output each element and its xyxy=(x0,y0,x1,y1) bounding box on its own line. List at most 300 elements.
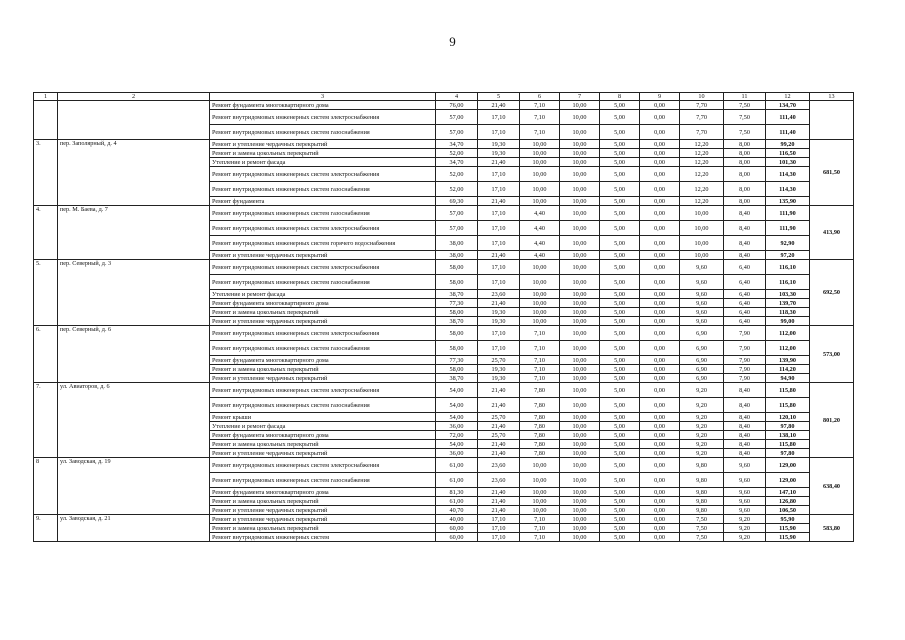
work-type-cell: Ремонт и утепление чердачных перекрытий xyxy=(210,317,436,326)
value-cell-c11: 8,40 xyxy=(724,251,766,260)
value-cell-c8: 5,00 xyxy=(600,365,640,374)
value-cell-c8: 5,00 xyxy=(600,182,640,197)
value-cell-c11: 8,40 xyxy=(724,431,766,440)
value-cell-c10: 9,60 xyxy=(680,299,724,308)
value-cell-c12: 115,80 xyxy=(766,440,810,449)
value-cell-c5: 19,30 xyxy=(478,317,520,326)
value-cell-c12: 115,90 xyxy=(766,524,810,533)
value-cell-c7: 10,00 xyxy=(560,422,600,431)
value-cell-c10: 6,90 xyxy=(680,326,724,341)
column-number: 1 xyxy=(34,93,58,101)
value-cell-c8: 5,00 xyxy=(600,206,640,221)
value-cell-c10: 9,20 xyxy=(680,449,724,458)
value-cell-c6: 10,00 xyxy=(520,458,560,473)
work-type-cell: Ремонт фундамента многоквартирного дома xyxy=(210,488,436,497)
value-cell-c5: 19,30 xyxy=(478,374,520,383)
value-cell-c12: 99,20 xyxy=(766,140,810,149)
value-cell-c4: 38,00 xyxy=(436,251,478,260)
value-cell-c8: 5,00 xyxy=(600,488,640,497)
work-type-cell: Ремонт и замена цокольных перекрытий xyxy=(210,440,436,449)
value-cell-c4: 58,00 xyxy=(436,308,478,317)
address-cell: ул. Авиаторов, д. 6 xyxy=(58,383,210,458)
value-cell-c8: 5,00 xyxy=(600,533,640,542)
value-cell-c10: 12,20 xyxy=(680,167,724,182)
value-cell-c7: 10,00 xyxy=(560,524,600,533)
value-cell-c11: 9,60 xyxy=(724,488,766,497)
value-cell-c7: 10,00 xyxy=(560,125,600,140)
value-cell-c12: 111,40 xyxy=(766,110,810,125)
value-cell-c7: 10,00 xyxy=(560,149,600,158)
value-cell-c9: 0,00 xyxy=(640,197,680,206)
value-cell-c10: 9,80 xyxy=(680,458,724,473)
value-cell-c8: 5,00 xyxy=(600,140,640,149)
value-cell-c6: 7,10 xyxy=(520,515,560,524)
table-row xyxy=(34,101,854,110)
value-cell-c11: 9,60 xyxy=(724,506,766,515)
value-cell-c7: 10,00 xyxy=(560,206,600,221)
value-cell-c12: 97,20 xyxy=(766,251,810,260)
value-cell-c8: 5,00 xyxy=(600,440,640,449)
value-cell-c6: 10,00 xyxy=(520,308,560,317)
value-cell-c8: 5,00 xyxy=(600,167,640,182)
table-row xyxy=(34,458,854,473)
value-cell-c12: 147,10 xyxy=(766,488,810,497)
value-cell-c11: 6,40 xyxy=(724,260,766,275)
value-cell-c8: 5,00 xyxy=(600,413,640,422)
value-cell-c4: 76,00 xyxy=(436,101,478,110)
table-row xyxy=(34,260,854,275)
value-cell-c4: 36,00 xyxy=(436,449,478,458)
value-cell-c12: 94,90 xyxy=(766,374,810,383)
work-type-cell: Ремонт крыши xyxy=(210,413,436,422)
value-cell-c12: 134,70 xyxy=(766,101,810,110)
value-cell-c7: 10,00 xyxy=(560,101,600,110)
value-cell-c11: 9,60 xyxy=(724,458,766,473)
value-cell-c10: 12,20 xyxy=(680,149,724,158)
value-cell-c10: 12,20 xyxy=(680,197,724,206)
value-cell-c12: 116,10 xyxy=(766,260,810,275)
work-type-cell: Ремонт и утепление чердачных перекрытий xyxy=(210,506,436,515)
value-cell-c12: 115,80 xyxy=(766,398,810,413)
value-cell-c5: 17,10 xyxy=(478,236,520,251)
value-cell-c10: 9,20 xyxy=(680,422,724,431)
value-cell-c4: 61,00 xyxy=(436,473,478,488)
value-cell-c10: 9,60 xyxy=(680,260,724,275)
address-total-cell: 801,20 xyxy=(810,383,854,458)
value-cell-c8: 5,00 xyxy=(600,110,640,125)
value-cell-c7: 10,00 xyxy=(560,458,600,473)
value-cell-c11: 8,40 xyxy=(724,413,766,422)
row-index: 3. xyxy=(34,140,58,206)
address-total-cell: 681,50 xyxy=(810,140,854,206)
value-cell-c7: 10,00 xyxy=(560,431,600,440)
column-number: 6 xyxy=(520,93,560,101)
value-cell-c7: 10,00 xyxy=(560,182,600,197)
value-cell-c7: 10,00 xyxy=(560,449,600,458)
value-cell-c4: 38,70 xyxy=(436,374,478,383)
value-cell-c7: 10,00 xyxy=(560,110,600,125)
value-cell-c5: 17,10 xyxy=(478,125,520,140)
repair-schedule-table xyxy=(33,92,854,542)
value-cell-c5: 17,10 xyxy=(478,524,520,533)
value-cell-c10: 10,00 xyxy=(680,236,724,251)
work-type-cell: Утепление и ремонт фасада xyxy=(210,158,436,167)
value-cell-c7: 10,00 xyxy=(560,326,600,341)
work-type-cell: Ремонт и утепление чердачных перекрытий xyxy=(210,515,436,524)
value-cell-c10: 9,80 xyxy=(680,488,724,497)
work-type-cell: Ремонт и утепление чердачных перекрытий xyxy=(210,140,436,149)
work-type-cell: Ремонт внутридомовых инженерных систем электроснабжения xyxy=(210,167,436,182)
value-cell-c8: 5,00 xyxy=(600,260,640,275)
value-cell-c10: 7,50 xyxy=(680,515,724,524)
value-cell-c4: 77,30 xyxy=(436,356,478,365)
value-cell-c7: 10,00 xyxy=(560,383,600,398)
value-cell-c9: 0,00 xyxy=(640,374,680,383)
value-cell-c7: 10,00 xyxy=(560,413,600,422)
value-cell-c5: 17,10 xyxy=(478,167,520,182)
value-cell-c4: 61,00 xyxy=(436,458,478,473)
value-cell-c4: 38,70 xyxy=(436,290,478,299)
page-number: 9 xyxy=(449,34,456,49)
value-cell-c11: 8,40 xyxy=(724,383,766,398)
value-cell-c9: 0,00 xyxy=(640,383,680,398)
value-cell-c5: 21,40 xyxy=(478,449,520,458)
column-number: 13 xyxy=(810,93,854,101)
address-total-cell: 573,00 xyxy=(810,326,854,383)
work-type-cell: Ремонт и замена цокольных перекрытий xyxy=(210,308,436,317)
work-type-cell: Ремонт внутридомовых инженерных систем газоснабжения xyxy=(210,473,436,488)
value-cell-c5: 17,10 xyxy=(478,260,520,275)
row-index: 8 xyxy=(34,458,58,515)
work-type-cell: Ремонт внутридомовых инженерных систем горячего водоснабжения xyxy=(210,236,436,251)
value-cell-c8: 5,00 xyxy=(600,431,640,440)
value-cell-c5: 21,40 xyxy=(478,383,520,398)
work-type-cell: Утепление и ремонт фасада xyxy=(210,290,436,299)
value-cell-c5: 19,30 xyxy=(478,365,520,374)
column-number: 8 xyxy=(600,93,640,101)
value-cell-c12: 126,80 xyxy=(766,497,810,506)
address-cell: пер. М. Баева, д. 7 xyxy=(58,206,210,260)
value-cell-c5: 17,10 xyxy=(478,182,520,197)
value-cell-c9: 0,00 xyxy=(640,524,680,533)
value-cell-c5: 21,40 xyxy=(478,440,520,449)
value-cell-c5: 17,10 xyxy=(478,515,520,524)
value-cell-c4: 81,30 xyxy=(436,488,478,497)
value-cell-c12: 115,90 xyxy=(766,533,810,542)
value-cell-c11: 8,40 xyxy=(724,398,766,413)
row-index: 7. xyxy=(34,383,58,458)
work-type-cell: Ремонт внутридомовых инженерных систем газоснабжения xyxy=(210,182,436,197)
value-cell-c4: 61,00 xyxy=(436,497,478,506)
value-cell-c4: 57,00 xyxy=(436,110,478,125)
value-cell-c4: 58,00 xyxy=(436,260,478,275)
value-cell-c6: 7,10 xyxy=(520,533,560,542)
column-number: 10 xyxy=(680,93,724,101)
value-cell-c11: 7,50 xyxy=(724,101,766,110)
value-cell-c8: 5,00 xyxy=(600,197,640,206)
value-cell-c7: 10,00 xyxy=(560,158,600,167)
value-cell-c10: 12,20 xyxy=(680,140,724,149)
value-cell-c10: 9,80 xyxy=(680,497,724,506)
value-cell-c8: 5,00 xyxy=(600,299,640,308)
value-cell-c6: 7,10 xyxy=(520,110,560,125)
value-cell-c12: 103,30 xyxy=(766,290,810,299)
value-cell-c6: 7,80 xyxy=(520,413,560,422)
value-cell-c9: 0,00 xyxy=(640,299,680,308)
work-type-cell: Ремонт внутридомовых инженерных систем газоснабжения xyxy=(210,398,436,413)
value-cell-c5: 21,40 xyxy=(478,101,520,110)
value-cell-c9: 0,00 xyxy=(640,308,680,317)
value-cell-c5: 25,70 xyxy=(478,356,520,365)
column-number: 4 xyxy=(436,93,478,101)
value-cell-c4: 60,00 xyxy=(436,524,478,533)
value-cell-c11: 9,60 xyxy=(724,473,766,488)
value-cell-c5: 21,40 xyxy=(478,422,520,431)
value-cell-c12: 92,90 xyxy=(766,236,810,251)
value-cell-c4: 60,00 xyxy=(436,533,478,542)
value-cell-c10: 9,60 xyxy=(680,275,724,290)
value-cell-c7: 10,00 xyxy=(560,167,600,182)
address-cell: ул. Заводская, д. 21 xyxy=(58,515,210,542)
value-cell-c4: 52,00 xyxy=(436,167,478,182)
value-cell-c4: 38,00 xyxy=(436,236,478,251)
value-cell-c11: 8,40 xyxy=(724,449,766,458)
value-cell-c4: 57,00 xyxy=(436,221,478,236)
table-row xyxy=(34,383,854,398)
address-cell: пер. Северный, д. 6 xyxy=(58,326,210,383)
value-cell-c9: 0,00 xyxy=(640,140,680,149)
table-row xyxy=(34,515,854,524)
value-cell-c12: 139,90 xyxy=(766,356,810,365)
value-cell-c10: 7,70 xyxy=(680,125,724,140)
value-cell-c12: 129,00 xyxy=(766,473,810,488)
value-cell-c11: 7,90 xyxy=(724,341,766,356)
work-type-cell: Ремонт и утепление чердачных перекрытий xyxy=(210,449,436,458)
table-row xyxy=(34,140,854,149)
value-cell-c5: 21,40 xyxy=(478,299,520,308)
value-cell-c11: 8,00 xyxy=(724,158,766,167)
value-cell-c8: 5,00 xyxy=(600,101,640,110)
value-cell-c7: 10,00 xyxy=(560,221,600,236)
value-cell-c9: 0,00 xyxy=(640,206,680,221)
work-type-cell: Ремонт и замена цокольных перекрытий xyxy=(210,524,436,533)
value-cell-c5: 21,40 xyxy=(478,197,520,206)
value-cell-c12: 115,80 xyxy=(766,383,810,398)
value-cell-c4: 40,00 xyxy=(436,515,478,524)
value-cell-c10: 6,90 xyxy=(680,341,724,356)
work-type-cell: Ремонт внутридомовых инженерных систем электроснабжения xyxy=(210,383,436,398)
work-type-cell: Ремонт внутридомовых инженерных систем электроснабжения xyxy=(210,458,436,473)
value-cell-c4: 58,00 xyxy=(436,341,478,356)
value-cell-c5: 19,30 xyxy=(478,308,520,317)
value-cell-c8: 5,00 xyxy=(600,524,640,533)
row-index xyxy=(34,101,58,140)
value-cell-c11: 8,00 xyxy=(724,197,766,206)
value-cell-c5: 23,60 xyxy=(478,290,520,299)
value-cell-c6: 10,00 xyxy=(520,197,560,206)
value-cell-c6: 10,00 xyxy=(520,149,560,158)
address-total-cell: 583,80 xyxy=(810,515,854,542)
value-cell-c7: 10,00 xyxy=(560,275,600,290)
value-cell-c8: 5,00 xyxy=(600,251,640,260)
value-cell-c6: 10,00 xyxy=(520,506,560,515)
value-cell-c9: 0,00 xyxy=(640,449,680,458)
value-cell-c9: 0,00 xyxy=(640,158,680,167)
value-cell-c7: 10,00 xyxy=(560,317,600,326)
value-cell-c7: 10,00 xyxy=(560,497,600,506)
value-cell-c11: 8,40 xyxy=(724,206,766,221)
value-cell-c6: 10,00 xyxy=(520,275,560,290)
work-type-cell: Ремонт внутридомовых инженерных систем электроснабжения xyxy=(210,326,436,341)
value-cell-c11: 8,40 xyxy=(724,440,766,449)
value-cell-c6: 10,00 xyxy=(520,317,560,326)
work-type-cell: Ремонт и замена цокольных перекрытий xyxy=(210,497,436,506)
value-cell-c6: 7,10 xyxy=(520,341,560,356)
work-type-cell: Ремонт и замена цокольных перекрытий xyxy=(210,365,436,374)
value-cell-c11: 6,40 xyxy=(724,308,766,317)
value-cell-c6: 7,80 xyxy=(520,440,560,449)
value-cell-c11: 7,50 xyxy=(724,125,766,140)
value-cell-c11: 8,40 xyxy=(724,221,766,236)
value-cell-c6: 7,80 xyxy=(520,383,560,398)
value-cell-c10: 7,70 xyxy=(680,110,724,125)
value-cell-c12: 114,20 xyxy=(766,365,810,374)
value-cell-c9: 0,00 xyxy=(640,365,680,374)
value-cell-c12: 106,50 xyxy=(766,506,810,515)
value-cell-c6: 7,10 xyxy=(520,365,560,374)
value-cell-c4: 38,70 xyxy=(436,317,478,326)
column-number: 5 xyxy=(478,93,520,101)
value-cell-c5: 19,30 xyxy=(478,149,520,158)
value-cell-c4: 72,00 xyxy=(436,431,478,440)
value-cell-c10: 6,90 xyxy=(680,356,724,365)
value-cell-c11: 7,90 xyxy=(724,326,766,341)
value-cell-c12: 120,10 xyxy=(766,413,810,422)
column-number: 12 xyxy=(766,93,810,101)
value-cell-c8: 5,00 xyxy=(600,125,640,140)
value-cell-c6: 7,10 xyxy=(520,125,560,140)
value-cell-c9: 0,00 xyxy=(640,473,680,488)
table-body xyxy=(34,93,854,542)
work-type-cell: Ремонт внутридомовых инженерных систем электроснабжения xyxy=(210,110,436,125)
value-cell-c10: 7,70 xyxy=(680,101,724,110)
value-cell-c7: 10,00 xyxy=(560,260,600,275)
value-cell-c10: 9,60 xyxy=(680,317,724,326)
value-cell-c4: 58,00 xyxy=(436,275,478,290)
value-cell-c11: 6,40 xyxy=(724,299,766,308)
value-cell-c4: 52,00 xyxy=(436,182,478,197)
value-cell-c8: 5,00 xyxy=(600,497,640,506)
value-cell-c6: 4,40 xyxy=(520,221,560,236)
address-cell xyxy=(58,101,210,140)
value-cell-c7: 10,00 xyxy=(560,515,600,524)
value-cell-c4: 58,00 xyxy=(436,326,478,341)
work-type-cell: Ремонт фундамента многоквартирного дома xyxy=(210,431,436,440)
column-number: 11 xyxy=(724,93,766,101)
table-row xyxy=(34,326,854,341)
value-cell-c7: 10,00 xyxy=(560,533,600,542)
value-cell-c9: 0,00 xyxy=(640,110,680,125)
value-cell-c7: 10,00 xyxy=(560,506,600,515)
value-cell-c12: 135,90 xyxy=(766,197,810,206)
value-cell-c11: 7,90 xyxy=(724,365,766,374)
value-cell-c6: 10,00 xyxy=(520,488,560,497)
work-type-cell: Ремонт фундамента xyxy=(210,197,436,206)
value-cell-c6: 10,00 xyxy=(520,167,560,182)
work-type-cell: Ремонт внутридомовых инженерных систем электроснабжения xyxy=(210,221,436,236)
value-cell-c5: 17,10 xyxy=(478,275,520,290)
work-type-cell: Ремонт и замена цокольных перекрытий xyxy=(210,149,436,158)
value-cell-c8: 5,00 xyxy=(600,275,640,290)
work-type-cell: Ремонт фундамента многоквартирного дома xyxy=(210,101,436,110)
value-cell-c12: 112,00 xyxy=(766,326,810,341)
value-cell-c9: 0,00 xyxy=(640,341,680,356)
value-cell-c5: 17,10 xyxy=(478,326,520,341)
value-cell-c9: 0,00 xyxy=(640,458,680,473)
column-number: 3 xyxy=(210,93,436,101)
value-cell-c11: 8,00 xyxy=(724,140,766,149)
value-cell-c8: 5,00 xyxy=(600,236,640,251)
value-cell-c6: 4,40 xyxy=(520,206,560,221)
value-cell-c9: 0,00 xyxy=(640,356,680,365)
column-number: 7 xyxy=(560,93,600,101)
value-cell-c7: 10,00 xyxy=(560,236,600,251)
value-cell-c12: 129,00 xyxy=(766,458,810,473)
value-cell-c7: 10,00 xyxy=(560,440,600,449)
value-cell-c6: 10,00 xyxy=(520,497,560,506)
work-type-cell: Ремонт фундамента многоквартирного дома xyxy=(210,356,436,365)
value-cell-c9: 0,00 xyxy=(640,275,680,290)
value-cell-c11: 7,90 xyxy=(724,374,766,383)
value-cell-c6: 7,10 xyxy=(520,524,560,533)
value-cell-c12: 114,30 xyxy=(766,182,810,197)
value-cell-c6: 10,00 xyxy=(520,260,560,275)
value-cell-c6: 10,00 xyxy=(520,140,560,149)
row-index: 4. xyxy=(34,206,58,260)
value-cell-c7: 10,00 xyxy=(560,398,600,413)
value-cell-c9: 0,00 xyxy=(640,101,680,110)
work-type-cell: Ремонт и утепление чердачных перекрытий xyxy=(210,251,436,260)
value-cell-c11: 7,90 xyxy=(724,356,766,365)
value-cell-c8: 5,00 xyxy=(600,422,640,431)
value-cell-c12: 95,90 xyxy=(766,515,810,524)
value-cell-c7: 10,00 xyxy=(560,251,600,260)
value-cell-c9: 0,00 xyxy=(640,497,680,506)
work-type-cell: Ремонт и утепление чердачных перекрытий xyxy=(210,374,436,383)
work-type-cell: Ремонт фундамента многоквартирного дома xyxy=(210,299,436,308)
value-cell-c10: 9,80 xyxy=(680,506,724,515)
value-cell-c6: 7,10 xyxy=(520,374,560,383)
work-type-cell: Ремонт внутридомовых инженерных систем газоснабжения xyxy=(210,125,436,140)
value-cell-c8: 5,00 xyxy=(600,458,640,473)
work-type-cell: Ремонт внутридомовых инженерных систем электроснабжения xyxy=(210,260,436,275)
value-cell-c10: 10,00 xyxy=(680,221,724,236)
value-cell-c10: 9,60 xyxy=(680,290,724,299)
value-cell-c10: 7,50 xyxy=(680,533,724,542)
work-type-cell: Ремонт внутридомовых инженерных систем газоснабжения xyxy=(210,206,436,221)
value-cell-c7: 10,00 xyxy=(560,374,600,383)
value-cell-c5: 17,10 xyxy=(478,533,520,542)
value-cell-c7: 10,00 xyxy=(560,140,600,149)
value-cell-c10: 12,20 xyxy=(680,158,724,167)
value-cell-c5: 23,60 xyxy=(478,473,520,488)
value-cell-c4: 52,00 xyxy=(436,149,478,158)
address-total-cell: 638,40 xyxy=(810,458,854,515)
address-cell: пер. Заполярный, д. 4 xyxy=(58,140,210,206)
row-index: 6. xyxy=(34,326,58,383)
work-type-cell: Ремонт внутридомовых инженерных систем газоснабжения xyxy=(210,275,436,290)
value-cell-c5: 25,70 xyxy=(478,413,520,422)
